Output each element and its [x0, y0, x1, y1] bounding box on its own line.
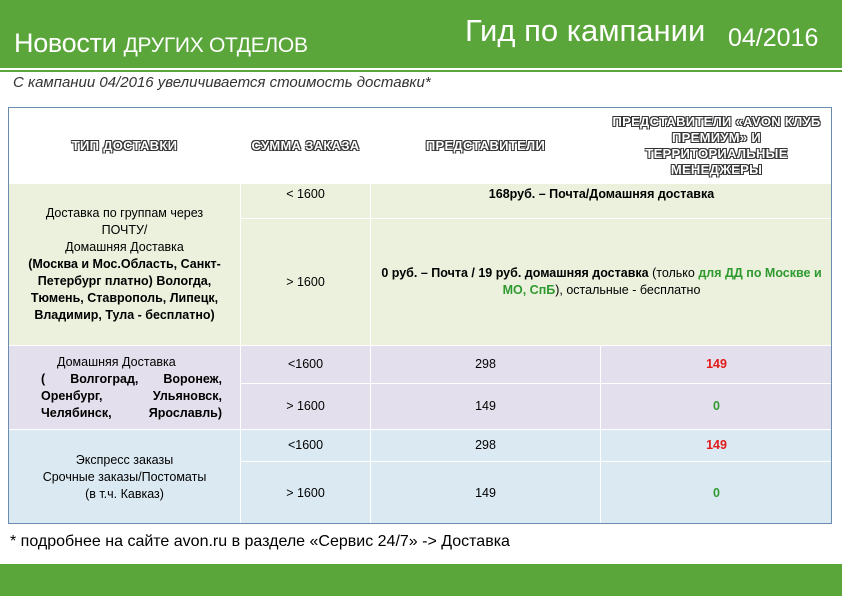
group2-row2-sum: > 1600	[241, 384, 371, 430]
group1-row2-value-green: для ДД по Москве и МО, СпБ	[502, 266, 822, 297]
group1-row2-value-end: ), остальные - бесплатно	[555, 283, 701, 297]
table-row	[9, 184, 833, 219]
header-divider	[0, 70, 842, 72]
group3-row1-premium: 149	[601, 430, 833, 462]
group2-type-cell	[9, 346, 241, 430]
footer-bar	[0, 564, 842, 596]
table-row	[9, 346, 833, 384]
group3-type-line3: (в т.ч. Кавказ)	[85, 486, 164, 501]
group2-row1-reps: 298	[371, 346, 601, 384]
group1-row2-value	[371, 219, 833, 346]
group2-row1-sum: <1600	[241, 346, 371, 384]
header-type: ТИП ДОСТАВКИ	[9, 108, 241, 184]
header-title-small: ДРУГИХ ОТДЕЛОВ	[123, 34, 308, 57]
group3-row2-sum: > 1600	[241, 462, 371, 525]
header-premium: ПРЕДСТАВИТЕЛИ «AVON КЛУБ ПРЕМИУМ» И ТЕРРИТОРИАЛЬНЫЕ МЕНЕДЖЕРЫ	[601, 108, 833, 184]
header-bar	[0, 0, 842, 68]
header-title	[14, 28, 308, 59]
group3-type-cell	[9, 430, 241, 525]
group3-type-line2: Срочные заказы/Постоматы	[42, 469, 207, 484]
group1-type-line1: Доставка по группам через	[45, 206, 204, 220]
group1-type-line2: ПОЧТУ/	[101, 223, 148, 237]
group1-row2-sum: > 1600	[241, 219, 371, 346]
group1-type-cell	[9, 184, 241, 346]
table-row	[9, 430, 833, 462]
group2-type-regions: ( Волгоград, Воронеж, Оренбург, Ульяновск, Челябинск, Ярославль)	[41, 371, 222, 420]
header-date: 04/2016	[728, 24, 819, 52]
group1-type-regions: (Москва и Мос.Область, Санкт-Петербург платно) Вологда, Тюмень, Ставрополь, Липецк, Владимир, Тула - бесплатно)	[28, 257, 221, 322]
group1-row2-value-mid: (только	[648, 266, 699, 280]
group1-type-line3: Домашняя Доставка	[65, 240, 184, 254]
header-reps: ПРЕДСТАВИТЕЛИ	[371, 108, 601, 184]
header-center-title: Гид по кампании	[465, 13, 706, 48]
delivery-table	[8, 107, 833, 525]
group3-row1-sum: <1600	[241, 430, 371, 462]
group3-row2-reps: 149	[371, 462, 601, 525]
group2-type-line1: Домашняя Доставка	[57, 354, 176, 369]
group2-row2-premium: 0	[601, 384, 833, 430]
group1-row2-value-bold: 0 руб. – Почта / 19 руб. домашняя доставка	[381, 266, 649, 280]
header-title-main: Новости	[14, 28, 117, 58]
group3-type-line1: Экспресс заказы	[75, 452, 174, 467]
header-sum: СУММА ЗАКАЗА	[241, 108, 371, 184]
group1-row1-sum: < 1600	[241, 184, 371, 219]
group2-row2-reps: 149	[371, 384, 601, 430]
group3-row1-reps: 298	[371, 430, 601, 462]
group1-row1-value: 168руб. – Почта/Домашняя доставка	[371, 184, 833, 219]
group2-row1-premium: 149	[601, 346, 833, 384]
footnote: * подробнее на сайте avon.ru в разделе «Сервис 24/7» -> Доставка	[10, 533, 510, 550]
table-header-row	[9, 108, 833, 184]
group3-row2-premium: 0	[601, 462, 833, 525]
subtitle: С кампании 04/2016 увеличивается стоимость доставки*	[13, 74, 431, 91]
